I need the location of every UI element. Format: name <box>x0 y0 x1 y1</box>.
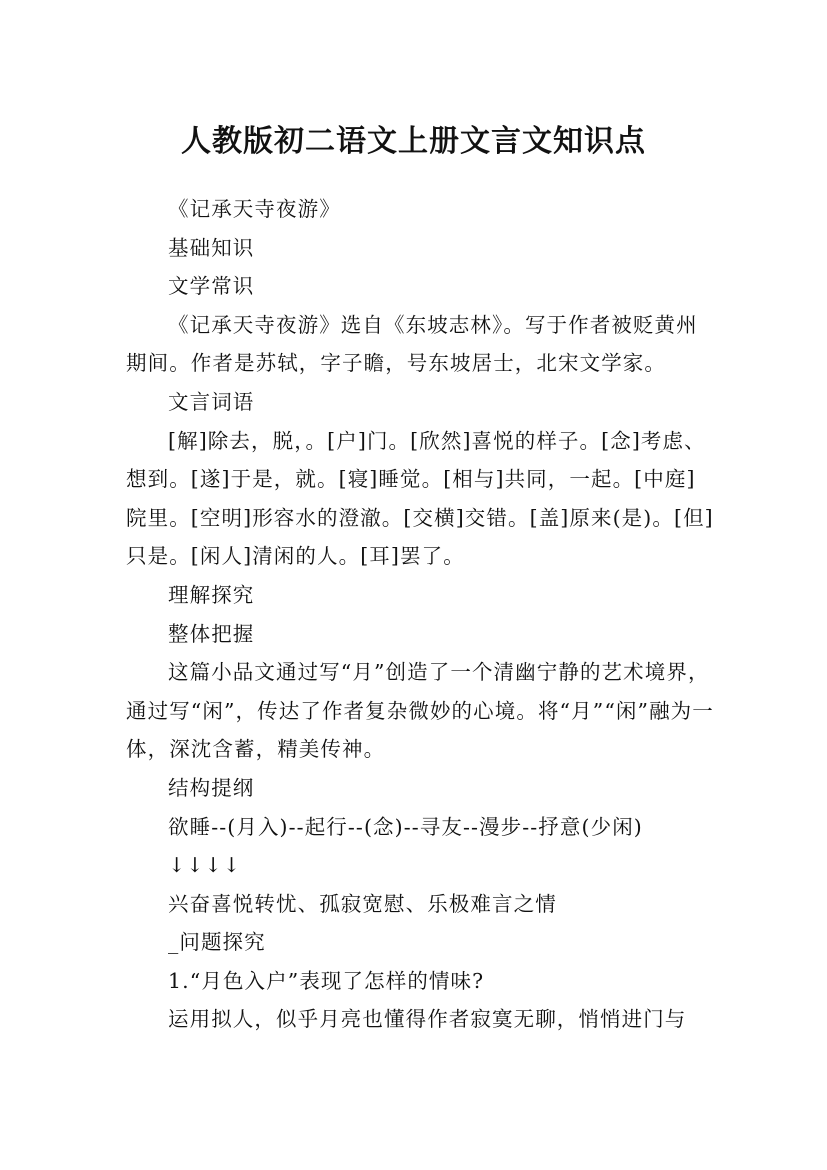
subsection-heading-overall: 整体把握 <box>168 621 255 646</box>
paragraph-structure-arrows: ↓↓↓↓ <box>168 853 242 878</box>
paragraph-structure-emotions: 兴奋喜悦转忧、孤寂宽慰、乐极难言之情 <box>168 891 557 916</box>
paragraph-text-title: 《记承天寺夜游》 <box>168 197 341 221</box>
paragraph-vocabulary: [解]除去，脱，。[户]门。[欣然]喜悦的样子。[念]考虑、想到。[遂]于是，就。[寝]睡觉。[相与]共同，一起。[中庭]院里。[空明]形容水的澄澈。[交横]交错。[盖]原来(是)。[但]只是。[闲人]清闲的人。[耳]罢了。 <box>126 428 714 569</box>
subsection-heading-questions: _问题探究 <box>168 930 266 955</box>
answer-paragraph: 运用拟人，似乎月亮也懂得作者寂寞无聊，悄悄进门与 <box>168 1007 687 1032</box>
question-item: 1.“月色入户”表现了怎样的情味? <box>168 968 485 993</box>
subsection-heading-structure: 结构提纲 <box>168 775 255 800</box>
paragraph-structure-outline: 欲睡--(月入)--起行--(念)--寻友--漫步--抒意(少闲) <box>168 814 643 839</box>
paragraph-overall: 这篇小品文通过写“月”创造了一个清幽宁静的艺术境界，通过写“闲”，传达了作者复杂微妙的心境。将“月”“闲”融为一体，深沈含蓄，精美传神。 <box>126 660 714 762</box>
section-heading-basics: 基础知识 <box>168 235 255 260</box>
paragraph-literature-info: 《记承天寺夜游》选自《东坡志林》。写于作者被贬黄州期间。作者是苏轼，字子瞻，号东坡居士，北宋文学家。 <box>126 312 698 376</box>
document-title: 人教版初二语文上册文言文知识点 <box>181 124 646 160</box>
subsection-heading-literature: 文学常识 <box>168 274 255 299</box>
section-heading-understanding: 理解探究 <box>168 582 255 607</box>
document-body <box>126 190 716 1039</box>
subsection-heading-vocabulary: 文言词语 <box>168 389 255 414</box>
